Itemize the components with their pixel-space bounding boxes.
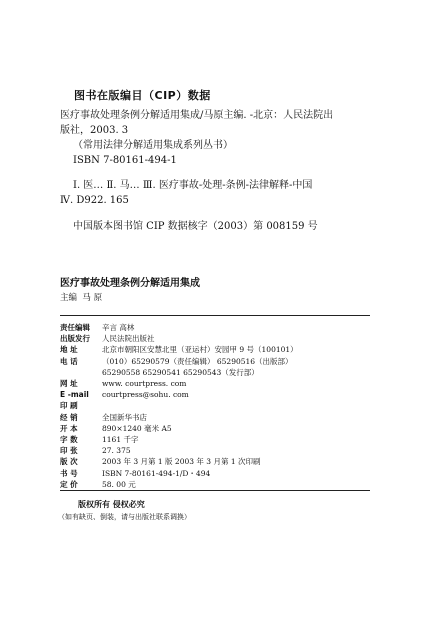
imprint-row bbox=[60, 468, 380, 479]
cip-line-classification: Ⅰ. 医… Ⅱ. 马… Ⅲ. 医疗事故-处理-条例-法律解释-中国 bbox=[73, 180, 313, 191]
imprint-row bbox=[60, 479, 380, 490]
copyright-note: （如有缺页、倒装，请与出版社联系调换） bbox=[58, 513, 191, 521]
imprint-label: 网 址 bbox=[60, 379, 78, 389]
imprint-value: 1161 千字 bbox=[102, 435, 139, 445]
imprint-value: courtpress@sohu. com bbox=[102, 390, 189, 400]
editor-name: 马 原 bbox=[82, 293, 103, 303]
imprint-row bbox=[60, 412, 380, 423]
editor-label: 主编 bbox=[60, 293, 78, 303]
imprint-label: 书 号 bbox=[60, 468, 78, 478]
imprint-row bbox=[60, 322, 380, 333]
imprint-row bbox=[60, 456, 380, 467]
imprint-value: 北京市朝阳区安慧北里（亚运村）安园甲 9 号（100101） bbox=[102, 345, 298, 355]
imprint-label: 印 张 bbox=[60, 446, 78, 456]
imprint-label: 印 刷 bbox=[60, 401, 78, 411]
imprint-row bbox=[60, 434, 380, 445]
imprint-label: 字 数 bbox=[60, 435, 78, 445]
copyright-notice: 版权所有 侵权必究 bbox=[78, 500, 145, 509]
imprint-label: 定 价 bbox=[60, 479, 78, 489]
imprint-label: 开 本 bbox=[60, 423, 78, 433]
imprint-row bbox=[60, 389, 380, 400]
cip-line-clc: Ⅳ. D922. 165 bbox=[60, 195, 129, 206]
divider-top bbox=[60, 315, 370, 316]
imprint-row bbox=[60, 356, 380, 367]
imprint-row bbox=[60, 400, 380, 411]
imprint-value: 辛言 高林 bbox=[102, 323, 135, 332]
imprint-row bbox=[60, 344, 380, 355]
imprint-label bbox=[60, 367, 92, 378]
imprint-row bbox=[60, 445, 380, 456]
imprint-value bbox=[92, 400, 102, 411]
book-title: 医疗事故处理条例分解适用集成 bbox=[60, 278, 200, 289]
imprint-value: 27. 375 bbox=[102, 446, 131, 456]
imprint-value: 890×1240 毫米 A5 bbox=[102, 423, 172, 433]
imprint-label: 经 销 bbox=[60, 412, 78, 422]
imprint-row bbox=[60, 423, 380, 434]
imprint-table bbox=[60, 322, 380, 490]
imprint-row bbox=[60, 333, 380, 344]
cip-record bbox=[60, 108, 380, 234]
imprint-value: 全国新华书店 bbox=[102, 412, 147, 422]
imprint-label: 地 址 bbox=[60, 345, 78, 355]
imprint-value: 58. 00 元 bbox=[102, 479, 136, 489]
cip-number: 中国版本图书馆 CIP 数据核字（2003）第 008159 号 bbox=[73, 221, 318, 232]
imprint-value: 65290558 65290541 65290543（发行部） bbox=[102, 367, 259, 377]
imprint-value: 人民法院出版社 bbox=[102, 334, 155, 344]
imprint-label: 出版发行 bbox=[60, 334, 90, 344]
imprint-value: www. courtpress. com bbox=[102, 379, 187, 389]
cip-line-isbn: ISBN 7-80161-494-1 bbox=[73, 155, 177, 166]
imprint-label: 电 话 bbox=[60, 356, 78, 366]
imprint-label: 版 次 bbox=[60, 457, 78, 467]
imprint-label: 责任编辑 bbox=[60, 323, 90, 332]
editor-line bbox=[60, 291, 102, 303]
cip-line-title: 医疗事故处理条例分解适用集成/马原主编. -北京：人民法院出 bbox=[60, 110, 334, 121]
divider-bottom bbox=[60, 490, 370, 491]
imprint-row bbox=[60, 378, 380, 389]
imprint-label: E -mail bbox=[60, 390, 89, 400]
imprint-value: ISBN 7-80161-494-1/D・494 bbox=[102, 468, 211, 478]
imprint-row bbox=[60, 367, 380, 378]
cip-heading: 图书在版编目（CIP）数据 bbox=[74, 89, 211, 102]
imprint-value: 2003 年 3 月第 1 版 2003 年 3 月第 1 次印刷 bbox=[102, 457, 261, 467]
cip-line-series: （常用法律分解适用集成系列丛书） bbox=[73, 140, 233, 151]
imprint-value: （010）65290579（责任编辑） 65290516（出版部） bbox=[102, 356, 293, 366]
cip-line-publisher: 版社，2003. 3 bbox=[60, 125, 129, 136]
